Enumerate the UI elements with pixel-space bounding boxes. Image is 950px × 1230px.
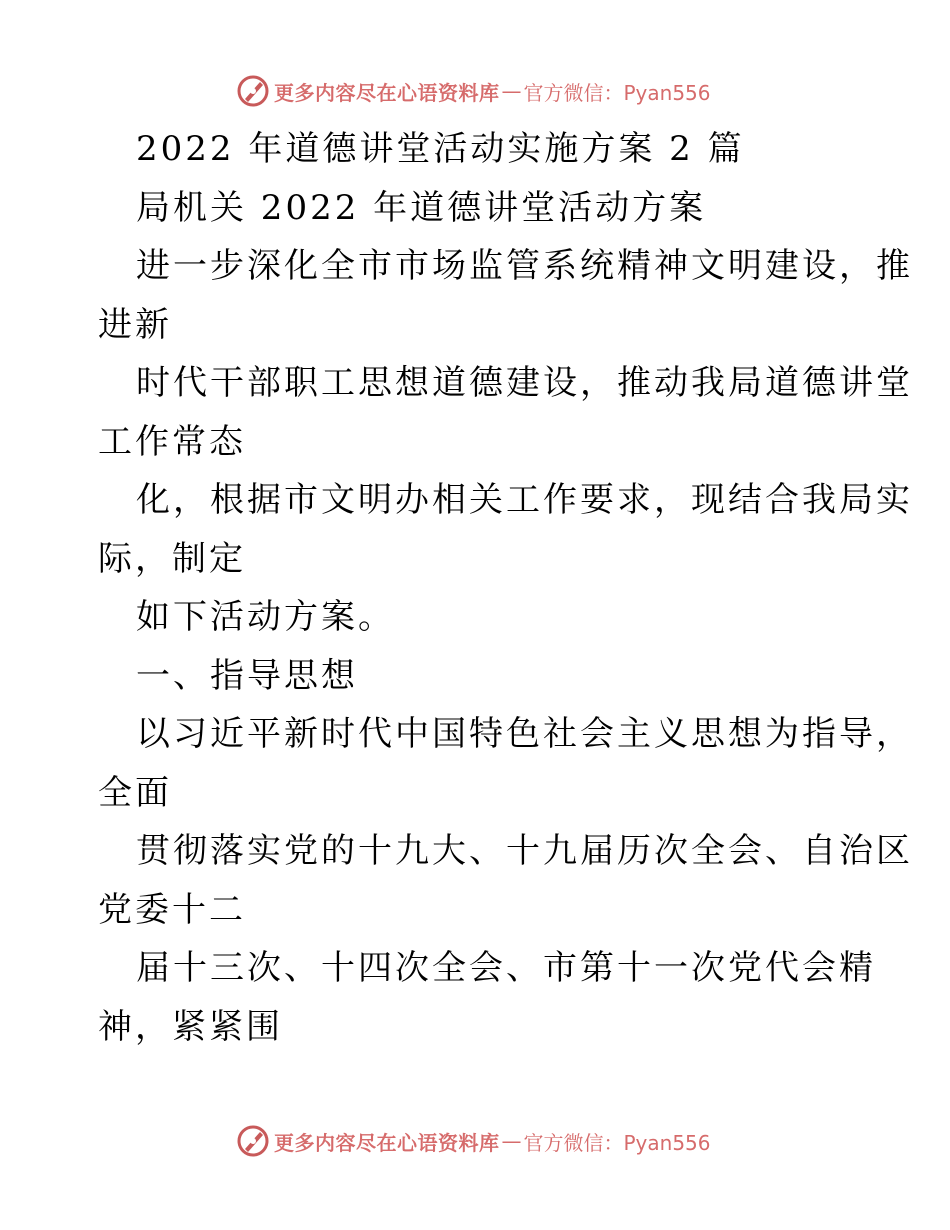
paragraph-line: 进一步深化全市市场监管系统精神文明建设，推 <box>136 246 913 286</box>
paragraph-line: 际，制定 <box>98 538 246 579</box>
paragraph-line: 党委十二 <box>98 889 246 930</box>
paragraph-line: 全面 <box>98 772 172 813</box>
section-heading: 一、指导思想 <box>136 655 358 696</box>
paragraph-line: 工作常态 <box>98 421 246 462</box>
document-subtitle: 局机关 2022 年道德讲堂活动方案 <box>136 187 707 228</box>
banner-separator: — <box>501 79 522 103</box>
paragraph-line: 进新 <box>98 304 172 345</box>
banner-separator: — <box>501 1129 522 1153</box>
banner-title: 更多内容尽在心语资料库 <box>274 1130 500 1155</box>
pen-logo-icon <box>236 74 270 108</box>
paragraph-line: 以习近平新时代中国特色社会主义思想为指导， <box>136 714 913 754</box>
paragraph-line: 如下活动方案。 <box>136 597 395 637</box>
banner-wechat: 官方微信：Pyan556 <box>523 1130 711 1155</box>
header-banner <box>236 74 711 108</box>
banner-wechat: 官方微信：Pyan556 <box>523 80 711 105</box>
document-body <box>98 120 913 1056</box>
pen-logo-icon <box>236 1124 270 1158</box>
banner-title: 更多内容尽在心语资料库 <box>274 80 500 105</box>
paragraph-line: 神，紧紧围 <box>98 1006 283 1047</box>
paragraph-line: 届十三次、十四次全会、市第十一次党代会精 <box>136 948 876 988</box>
paragraph-line: 贯彻落实党的十九大、十九届历次全会、自治区 <box>136 831 913 871</box>
document-title: 2022 年道德讲堂活动实施方案 2 篇 <box>136 129 745 169</box>
paragraph-line: 时代干部职工思想道德建设，推动我局道德讲堂 <box>136 363 913 403</box>
paragraph-line: 化，根据市文明办相关工作要求，现结合我局实 <box>136 480 913 520</box>
footer-banner <box>236 1124 711 1158</box>
